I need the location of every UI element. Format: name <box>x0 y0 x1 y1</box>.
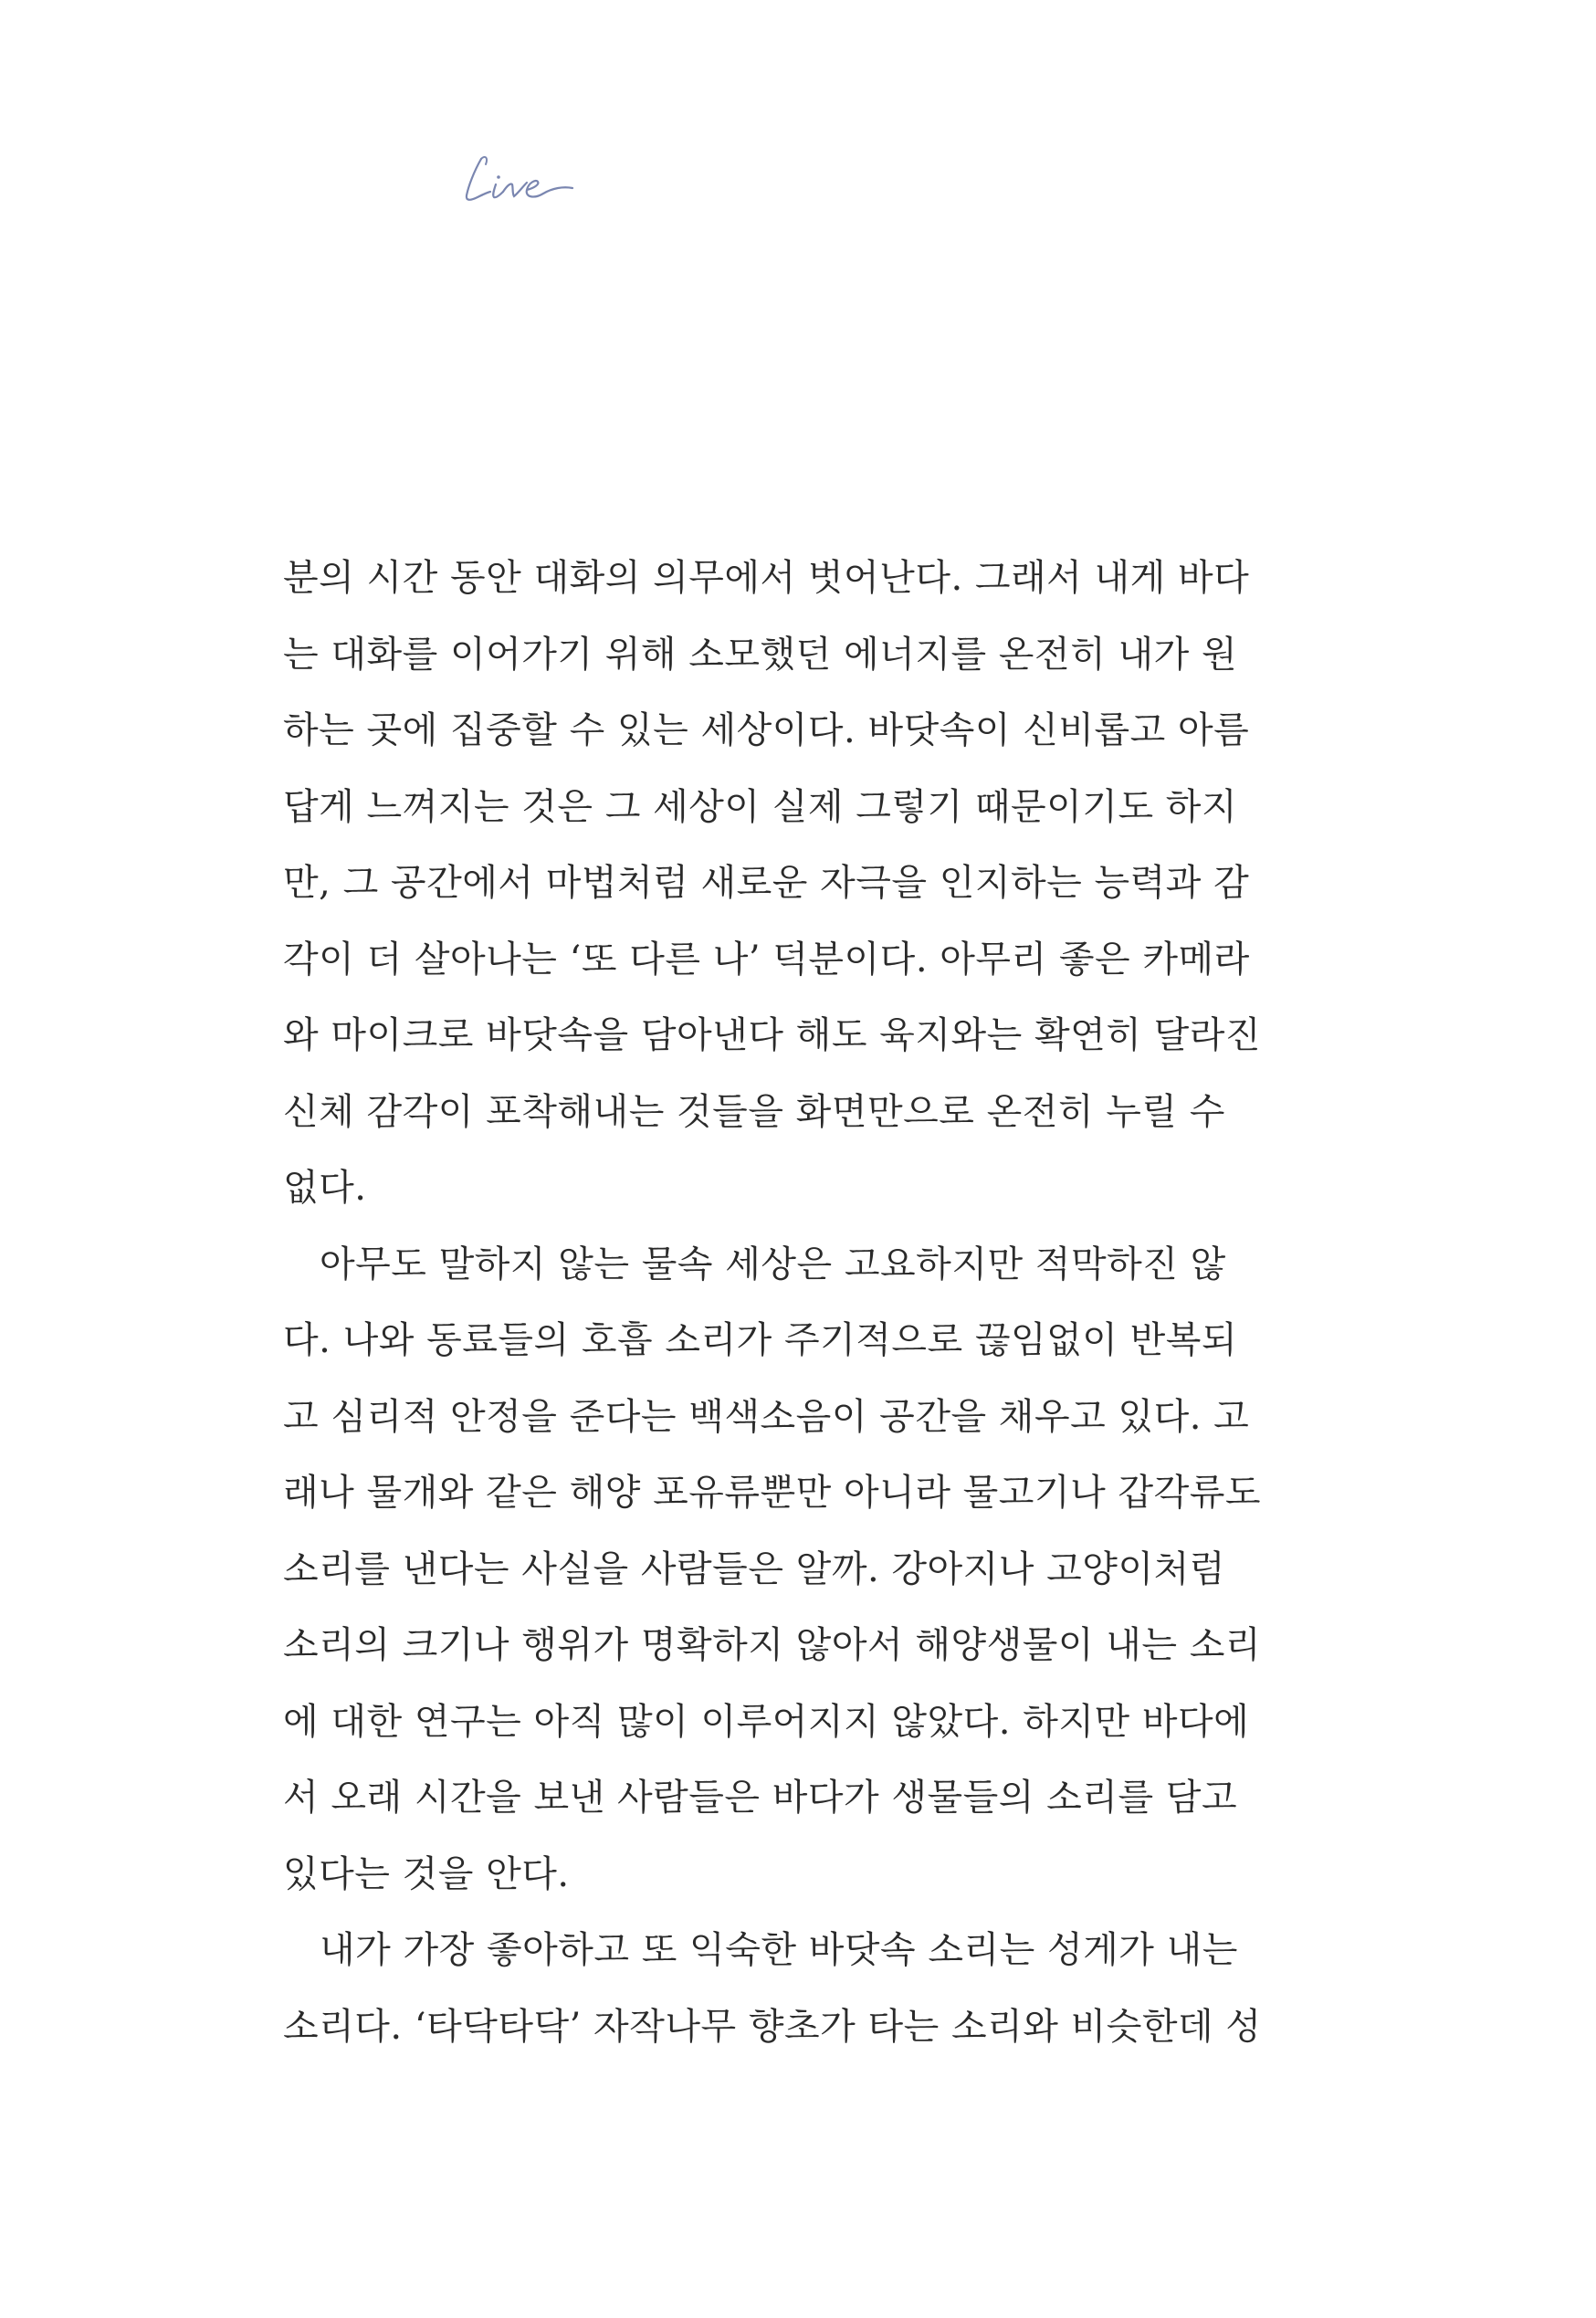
text-line: 래나 물개와 같은 해양 포유류뿐만 아니라 물고기나 갑각류도 <box>283 1472 1262 1514</box>
running-header-script-logo <box>461 146 589 210</box>
body-text <box>283 540 1262 2065</box>
text-line: 고 심리적 안정을 준다는 백색소음이 공간을 채우고 있다. 고 <box>283 1395 1250 1438</box>
paragraph-2 <box>283 1227 1262 1914</box>
text-line: 신체 감각이 포착해내는 것들을 화면만으로 온전히 누릴 수 <box>283 1090 1225 1133</box>
text-line: 각이 더 살아나는 ‘또 다른 나’ 덕분이다. 아무리 좋은 카메라 <box>283 938 1250 981</box>
paragraph-1 <box>283 540 1262 1227</box>
text-line: 서 오래 시간을 보낸 사람들은 바다가 생물들의 소리를 담고 <box>283 1777 1238 1819</box>
text-line: 내가 가장 좋아하고 또 익숙한 바닷속 소리는 성게가 내는 <box>320 1929 1238 1971</box>
text-line: 와 마이크로 바닷속을 담아낸다 해도 육지와는 확연히 달라진 <box>283 1014 1262 1056</box>
text-line: 하는 곳에 집중할 수 있는 세상이다. 바닷속이 신비롭고 아름 <box>283 709 1250 751</box>
text-line: 만, 그 공간에서 마법처럼 새로운 자극을 인지하는 능력과 감 <box>283 862 1250 904</box>
text-line: 분의 시간 동안 대화의 의무에서 벗어난다. 그래서 내게 바다 <box>283 557 1250 599</box>
text-line: 소리다. ‘타닥타닥’ 자작나무 향초가 타는 소리와 비슷한데 성 <box>283 2005 1262 2048</box>
text-line: 에 대한 연구는 아직 많이 이루어지지 않았다. 하지만 바다에 <box>283 1700 1250 1743</box>
text-line: 아무도 말하지 않는 물속 세상은 고요하지만 적막하진 않 <box>320 1243 1226 1285</box>
text-line: 있다는 것을 안다. <box>283 1852 570 1895</box>
text-line: 답게 느껴지는 것은 그 세상이 실제 그렇기 때문이기도 하지 <box>283 785 1238 828</box>
text-line: 소리의 크기나 행위가 명확하지 않아서 해양생물이 내는 소리 <box>283 1624 1262 1666</box>
running-header <box>461 146 589 210</box>
running-header-title <box>461 146 462 147</box>
text-line: 없다. <box>283 1167 367 1209</box>
paragraph-3 <box>283 1913 1262 2065</box>
text-line: 다. 나와 동료들의 호흡 소리가 주기적으로 끊임없이 반복되 <box>283 1319 1238 1361</box>
text-line: 소리를 낸다는 사실을 사람들은 알까. 강아지나 고양이처럼 <box>283 1547 1225 1590</box>
text-line: 는 대화를 이어가기 위해 소모했던 에너지를 온전히 내가 원 <box>283 633 1238 676</box>
